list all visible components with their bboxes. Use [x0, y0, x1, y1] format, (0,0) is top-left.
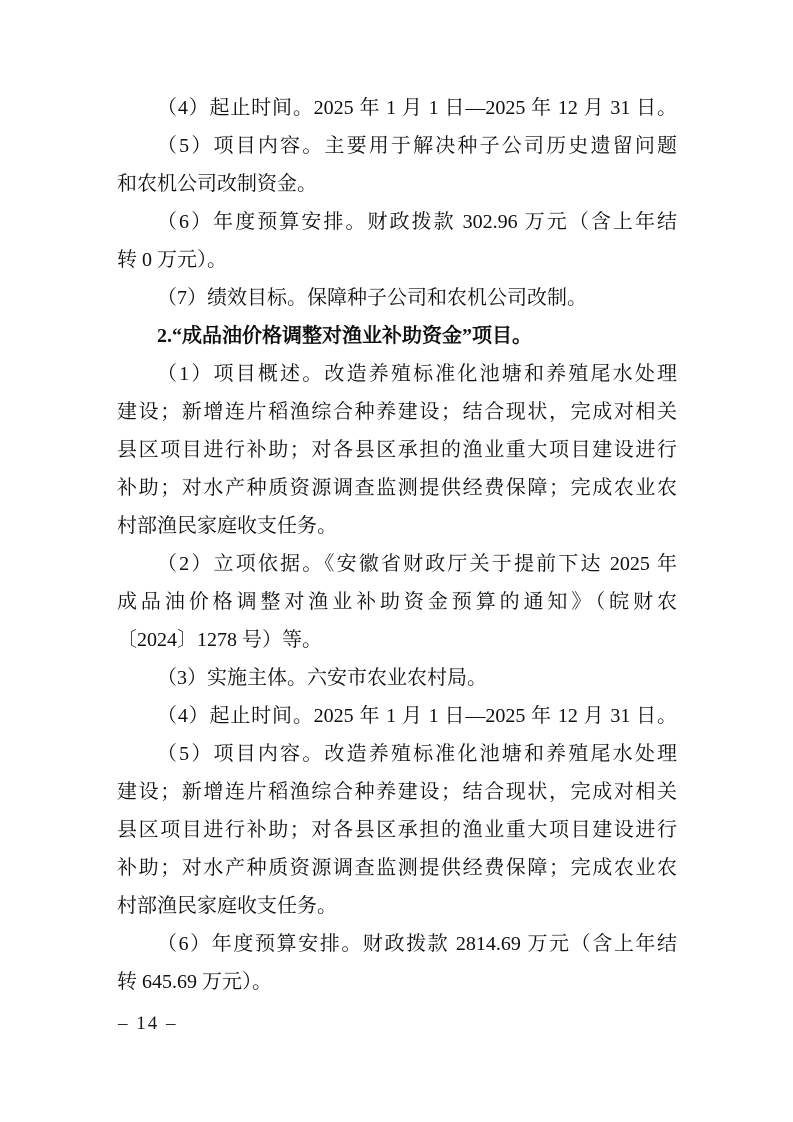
para-item5-content [117, 735, 677, 925]
para-item2-basis [117, 545, 677, 659]
text-line: 村部渔民家庭收支任务。 [117, 515, 337, 537]
text-line: （7）绩效目标。保障种子公司和农机公司改制。 [157, 287, 587, 309]
text-line: （5）项目内容。主要用于解决种子公司历史遗留问题 [157, 135, 677, 157]
text-line: （4）起止时间。2025 年 1 月 1 日—2025 年 12 月 31 日。 [157, 97, 677, 119]
text-line: 建设；新增连片稻渔综合种养建设；结合现状，完成对相关 [117, 401, 677, 423]
text-line: 成品油价格调整对渔业补助资金预算的通知》（皖财农 [117, 591, 677, 613]
section-heading: 2.“成品油价格调整对渔业补助资金”项目。 [157, 325, 532, 347]
para-sec1-item7-goal [117, 279, 677, 317]
text-line: （6）年度预算安排。财政拨款 2814.69 万元（含上年结 [157, 933, 677, 955]
para-sec1-item4-dates [117, 89, 677, 127]
text-line: （3）实施主体。六安市农业农村局。 [157, 667, 487, 689]
text-line: （6）年度预算安排。财政拨款 302.96 万元（含上年结 [157, 211, 677, 233]
text-line: （2）立项依据。《安徽省财政厅关于提前下达 2025 年 [157, 553, 677, 575]
page-number: – 14 – [118, 1013, 178, 1034]
text-line: 和农机公司改制资金。 [117, 173, 317, 195]
para-item1-overview [117, 355, 677, 545]
para-item6-budget [117, 925, 677, 1001]
para-item3-implementer [117, 659, 677, 697]
text-line: 补助；对水产种质资源调查监测提供经费保障；完成农业农 [117, 857, 677, 879]
heading-project-2 [117, 317, 677, 355]
text-line: （4）起止时间。2025 年 1 月 1 日—2025 年 12 月 31 日。 [157, 705, 677, 727]
para-item4-dates [117, 697, 677, 735]
text-line: 〔2024〕1278 号）等。 [117, 629, 322, 651]
text-line: 县区项目进行补助；对各县区承担的渔业重大项目建设进行 [117, 439, 677, 461]
para-sec1-item6-budget [117, 203, 677, 279]
text-line: 村部渔民家庭收支任务。 [117, 895, 337, 917]
text-line: （5）项目内容。改造养殖标准化池塘和养殖尾水处理 [157, 743, 677, 765]
para-sec1-item5-content [117, 127, 677, 203]
text-line: 转 645.69 万元）。 [117, 971, 272, 993]
text-line: 县区项目进行补助；对各县区承担的渔业重大项目建设进行 [117, 819, 677, 841]
text-line: 转 0 万元）。 [117, 249, 227, 271]
text-line: 建设；新增连片稻渔综合种养建设；结合现状，完成对相关 [117, 781, 677, 803]
text-line: 补助；对水产种质资源调查监测提供经费保障；完成农业农 [117, 477, 677, 499]
text-line: （1）项目概述。改造养殖标准化池塘和养殖尾水处理 [157, 363, 677, 385]
